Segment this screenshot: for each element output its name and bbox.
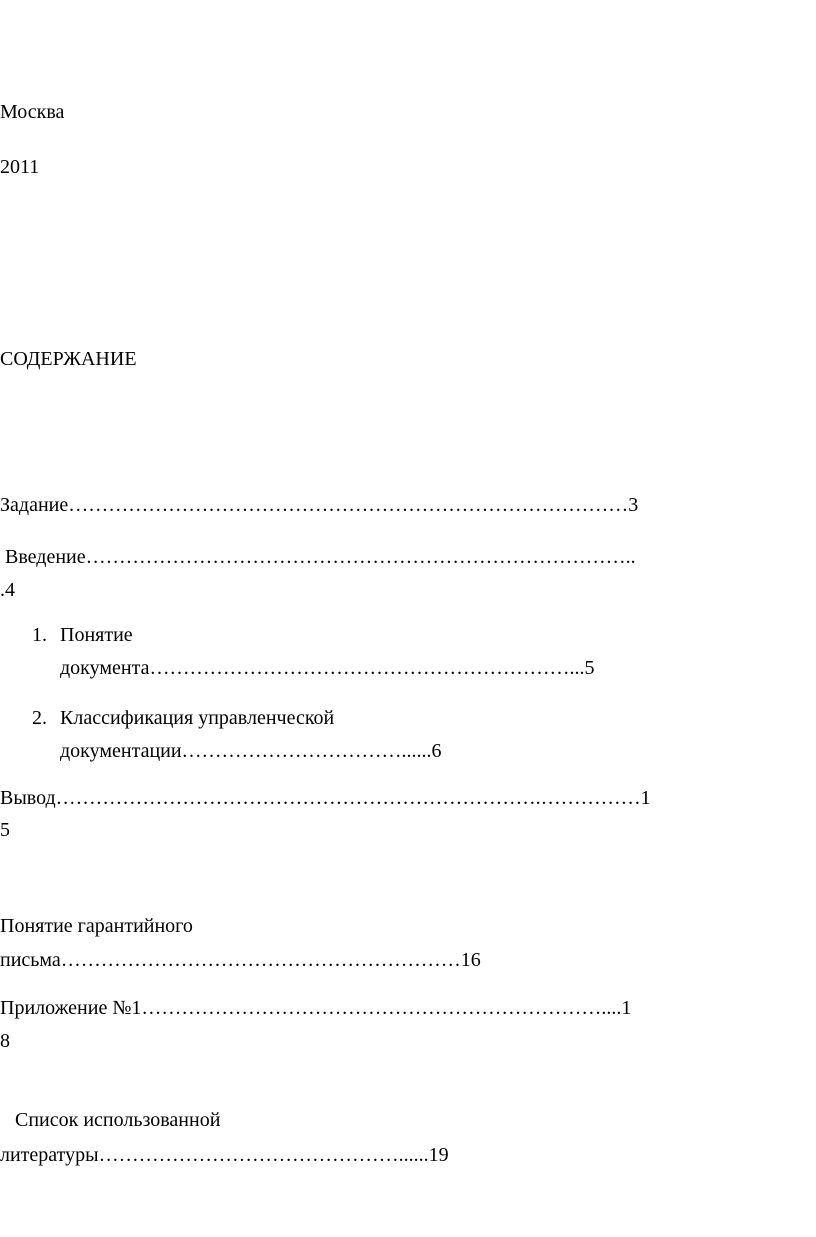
toc-entry-guarantee-letter: Понятие гарантийного <box>0 915 193 937</box>
year-text: 2011 <box>0 156 40 178</box>
toc-item-number: 2. <box>32 707 47 729</box>
toc-entry-document-concept-page: документа………………………………………………………...5 <box>60 657 595 679</box>
toc-entry-appendix-page: 8 <box>0 1030 10 1052</box>
toc-entry-intro: Введение……………………………………………………………………….. <box>0 546 641 568</box>
toc-entry-appendix: Приложение №1……………………………………………………………....1 <box>0 997 632 1019</box>
toc-entry-guarantee-letter-page: письма……………………………………………………16 <box>0 949 481 971</box>
city-text: Москва <box>0 101 65 123</box>
toc-entry-conclusion: Вывод……………………………………………………………….……………1 <box>0 787 651 809</box>
toc-item-number: 1. <box>32 624 47 646</box>
toc-entry-intro-page: .4 <box>0 579 15 601</box>
toc-heading: СОДЕРЖАНИЕ <box>0 348 137 370</box>
toc-entry-classification-page: документации……………………………......6 <box>60 740 442 762</box>
toc-entry-references-page: литературы………………………………………......19 <box>0 1144 449 1166</box>
toc-entry-conclusion-page: 5 <box>0 819 10 841</box>
toc-entry-classification: Классификация управленческой <box>60 707 335 729</box>
toc-entry-references: Список использованной <box>0 1109 221 1131</box>
toc-entry-document-concept: Понятие <box>60 624 133 646</box>
toc-entry-task: Задание…………………………………………………………………………3 <box>0 494 639 516</box>
